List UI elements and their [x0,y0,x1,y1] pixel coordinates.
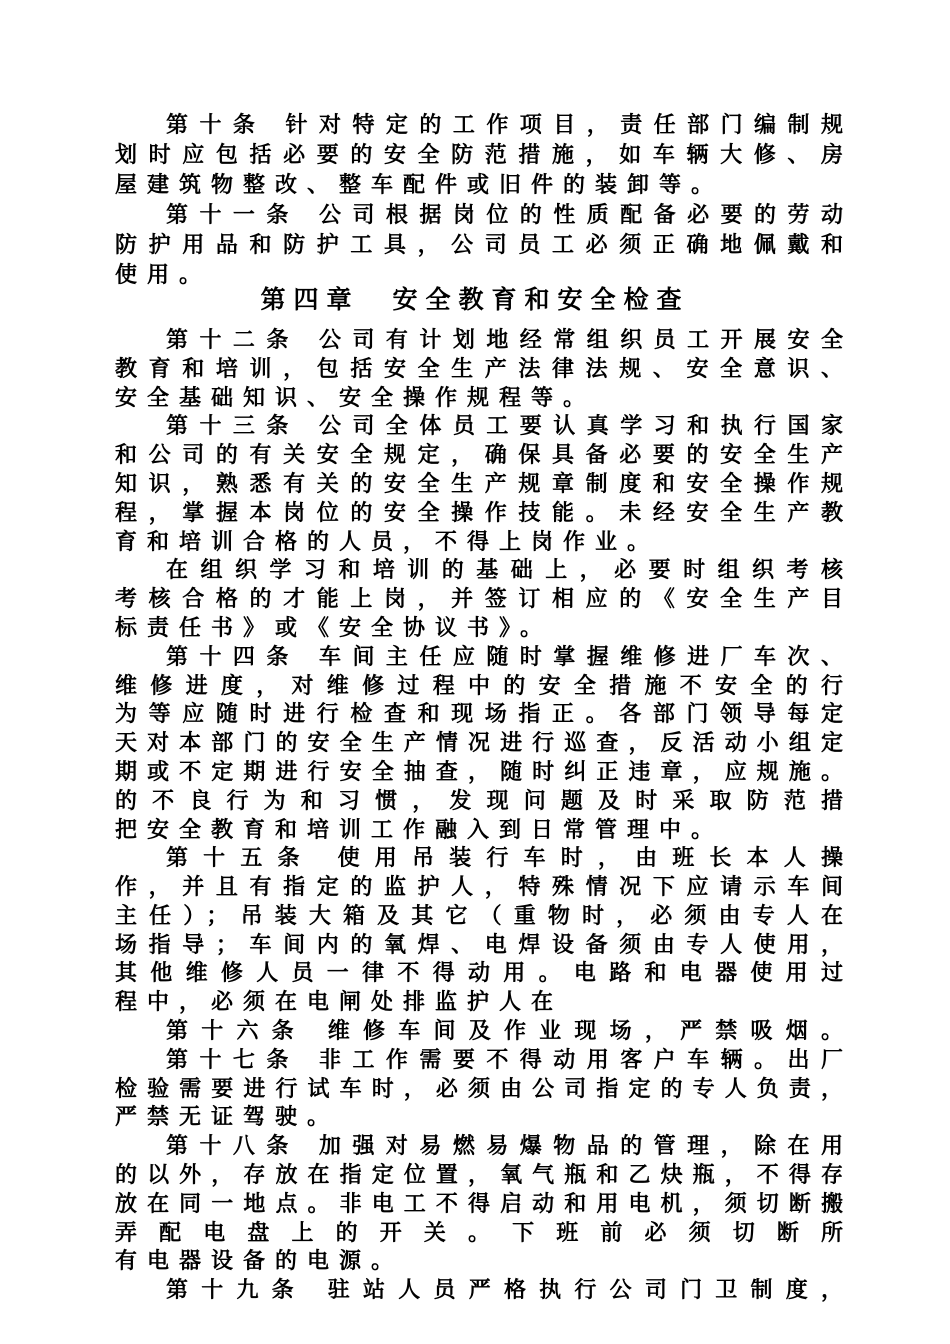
paragraph-line: 和公司的有关安全规定，确保具备必要的安全生产 [115,442,843,468]
paragraph-line: 其他维修人员一律不得动用。电路和电器使用过 [115,960,843,986]
paragraph-line: 第十六条 维修车间及作业现场，严禁吸烟。 [166,1018,843,1044]
paragraph-line: 的以外，存放在指定位置，氧气瓶和乙炔瓶，不得存 [115,1162,843,1188]
paragraph-line: 育和培训合格的人员，不得上岗作业。 [115,529,660,555]
paragraph-line: 划时应包括必要的安全防范措施，如车辆大修、房 [115,142,843,168]
paragraph-line: 程，掌握本岗位的安全操作技能。未经安全生产教 [115,500,843,526]
paragraph-line: 检验需要进行试车时，必须由公司指定的专人负责， [115,1076,843,1102]
paragraph-line: 为等应随时进行检查和现场指正。各部门领导每定 [115,701,843,727]
paragraph-line: 屋建筑物整改、整车配件或旧件的装卸等。 [115,172,724,198]
paragraph-line: 有电器设备的电源。 [115,1248,404,1274]
paragraph-line: 程中，必须在电闸处排监护人在 [115,989,564,1015]
chapter-heading: 第四章 安全教育和安全检查 [260,285,690,314]
paragraph-line: 考核合格的才能上岗，并签订相应的《安全生产目 [115,586,843,612]
paragraph-line: 期或不定期进行安全抽查，随时纠正违章，应规施。 [115,759,843,785]
paragraph-line: 第十条 针对特定的工作项目，责任部门编制规 [166,112,843,138]
paragraph-line: 把安全教育和培训工作融入到日常管理中。 [115,817,724,843]
paragraph-line: 教育和培训，包括安全生产法律法规、安全意识、 [115,356,843,382]
paragraph-line: 知识，熟悉有关的安全生产规章制度和安全操作规 [115,471,843,497]
paragraph-line: 第十四条 车间主任应随时掌握维修进厂车次、 [166,644,843,670]
paragraph-line: 弄配电盘上的开关。下班前必须切断所 [115,1220,843,1246]
paragraph-line: 第十九条 驻站人员严格执行公司门卫制度， [166,1277,843,1303]
paragraph-line: 第十一条 公司根据岗位的性质配备必要的劳动 [166,202,843,228]
paragraph-line: 严禁无证驾驶。 [115,1104,340,1130]
paragraph-line: 第十八条 加强对易燃易爆物品的管理，除在用 [166,1133,843,1159]
paragraph-line: 使用。 [115,262,212,288]
paragraph-line: 维修进度，对维修过程中的安全措施不安全的行 [115,673,843,699]
paragraph-line: 主任）；吊装大箱及其它（重物时，必须由专人在 [115,903,843,929]
paragraph-line: 标责任书》或《安全协议书》。 [115,615,553,641]
paragraph-line: 防护用品和防护工具，公司员工必须正确地佩戴和 [115,232,843,258]
paragraph-line: 安全基础知识、安全操作规程等。 [115,385,596,411]
paragraph-line: 在组织学习和培训的基础上，必要时组织考核 [166,557,843,583]
paragraph-line: 作，并且有指定的监护人，特殊情况下应请示车间 [115,874,843,900]
paragraph-line: 第十三条 公司全体员工要认真学习和执行国家 [166,413,843,439]
paragraph-line: 第十二条 公司有计划地经常组织员工开展安全 [166,327,843,353]
paragraph-line: 天对本部门的安全生产情况进行巡查，反活动小组定 [115,730,843,756]
paragraph-line: 的不良行为和习惯，发现问题及时采取防范措 [115,788,843,814]
paragraph-line: 第十七条 非工作需要不得动用客户车辆。出厂 [166,1047,843,1073]
paragraph-line: 场指导；车间内的氧焊、电焊设备须由专人使用， [115,932,843,958]
paragraph-line: 第十五条 使用吊装行车时，由班长本人操 [166,845,843,871]
paragraph-line: 放在同一地点。非电工不得启动和用电机，须切断搬 [115,1191,843,1217]
